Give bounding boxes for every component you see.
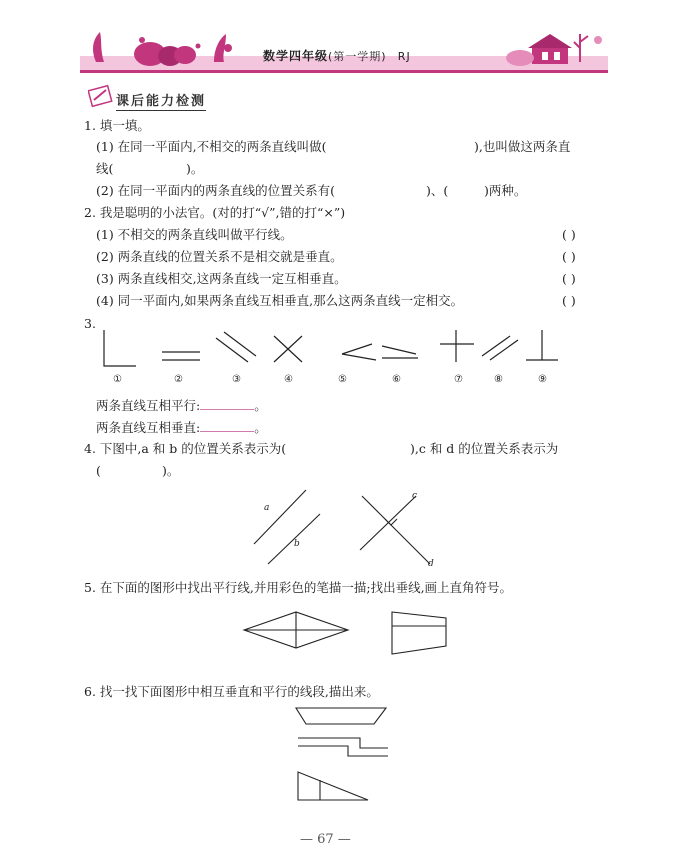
q2-item-3: (3) 两条直线相交,这两条直线一定互相垂直。 [96, 271, 347, 286]
q3-label-3: ③ [232, 374, 241, 385]
q2-answer-2[interactable]: ( ) [562, 249, 576, 264]
q6-text: 6. 找一找下面图形中相互垂直和平行的线段,描出来。 [84, 684, 379, 699]
section-title: 课后能力检测 [116, 90, 206, 111]
q2-title: 2. 我是聪明的小法官。(对的打“√”,错的打“×”) [84, 205, 346, 220]
q4-letter-a: a [264, 503, 270, 513]
q3-parallel-blank[interactable] [200, 397, 254, 410]
q3-title: 3. [84, 316, 96, 331]
q4-line2-tail: )。 [162, 463, 180, 478]
q3-label-4: ④ [284, 374, 293, 385]
q1-line1-tail: ),也叫做这两条直 [474, 139, 571, 154]
q4-line1-mid: ),c 和 d 的位置关系表示为 [410, 441, 559, 456]
q3-label-5: ⑤ [338, 374, 347, 385]
q2-answer-1[interactable]: ( ) [562, 227, 576, 242]
q3-label-2: ② [174, 374, 183, 385]
q2-answer-4[interactable]: ( ) [562, 293, 576, 308]
q4-letter-b: b [294, 539, 300, 549]
q3-label-8: ⑧ [494, 374, 503, 385]
q4-line2: ( [96, 463, 101, 478]
q4-figure [248, 484, 444, 570]
header-title: 数学四年级(第一学期) RJ [263, 49, 411, 63]
q3-label-6: ⑥ [392, 374, 401, 385]
flower-cluster-icon [134, 37, 201, 66]
q2-answer-3[interactable]: ( ) [562, 271, 576, 286]
q3-parallel-line: 两条直线互相平行: 。 [96, 398, 267, 413]
q4-line1: 4. 下图中,a 和 b 的位置关系表示为( [84, 441, 287, 456]
q2-item-1: (1) 不相交的两条直线叫做平行线。 [96, 227, 293, 242]
q3-label-7: ⑦ [454, 374, 463, 385]
q5-figures [240, 606, 450, 658]
q4-letter-d: d [428, 559, 434, 569]
q3-perpendicular-blank[interactable] [200, 419, 254, 432]
q1-line3-mid: )、( [426, 183, 449, 198]
q1-line1: (1) 在同一平面内,不相交的两条直线叫做( [96, 139, 327, 154]
q1-title: 1. 填一填。 [84, 118, 150, 133]
pencil-icon [88, 84, 114, 108]
q6-figures [288, 706, 398, 806]
q1-line3: (2) 在同一平面内的两条直线的位置关系有( [96, 183, 336, 198]
q3-label-9: ⑨ [538, 374, 547, 385]
q4-letter-c: c [412, 491, 418, 501]
q3-line-figures [96, 326, 566, 388]
page-number: — 67 — [300, 832, 351, 847]
q5-text: 5. 在下面的图形中找出平行线,并用彩色的笔描一描;找出垂线,画上直角符号。 [84, 580, 513, 595]
q2-item-2: (2) 两条直线的位置关系不是相交就是垂直。 [96, 249, 343, 264]
q1-line3-tail: )两种。 [484, 183, 527, 198]
q2-item-4: (4) 同一平面内,如果两条直线互相垂直,那么这两条直线一定相交。 [96, 293, 464, 308]
q1-line2-tail: )。 [186, 161, 204, 176]
q1-line2: 线( [96, 161, 114, 176]
q3-perpendicular-line: 两条直线互相垂直: 。 [96, 420, 267, 435]
q3-label-1: ① [113, 374, 122, 385]
